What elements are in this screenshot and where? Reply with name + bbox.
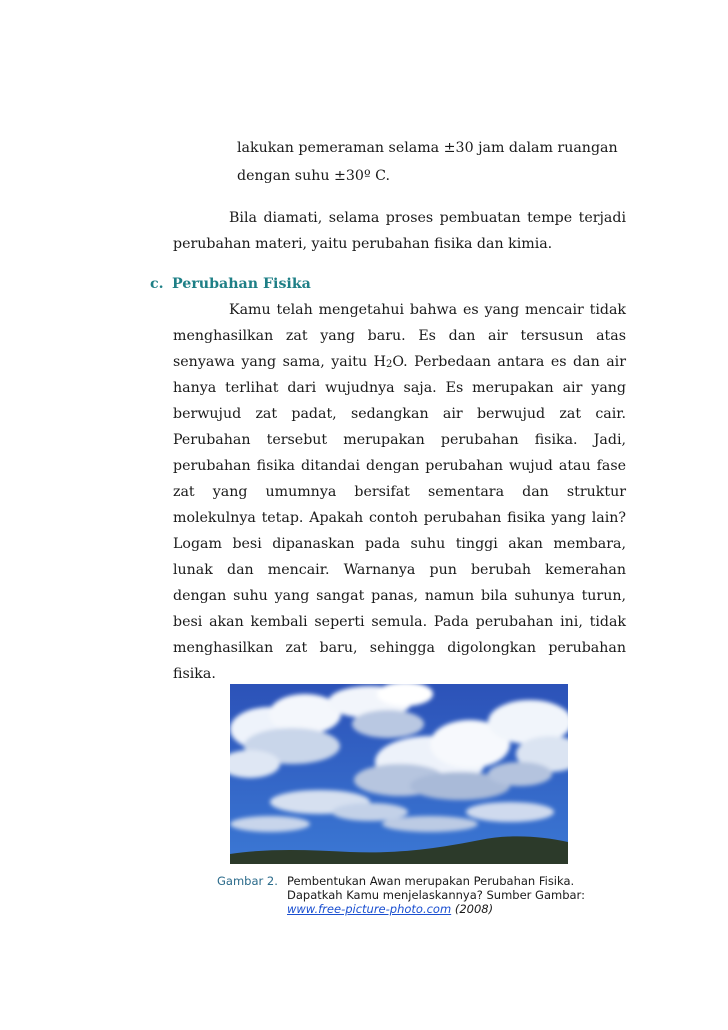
body-line-15: fisika. — [173, 666, 216, 682]
body-line-14: menghasilkan zat baru, sehingga digolongkan perubahan — [173, 640, 626, 656]
body-line-2: menghasilkan zat yang baru. Es dan air tersusun atas — [173, 328, 626, 344]
section-heading — [150, 274, 311, 294]
section-title: Perubahan Fisika — [172, 276, 311, 292]
body-line-7: perubahan fisika ditandai dengan perubahan wujud atau fase — [173, 458, 626, 474]
body-line-1: Kamu telah mengetahui bahwa es yang mencair tidak — [229, 302, 626, 318]
body-line-10: Logam besi dipanaskan pada suhu tinggi akan membara, — [173, 536, 626, 552]
body-line-3-part-a: senyawa yang sama, yaitu H — [173, 354, 386, 370]
caption-line-2: Dapatkah Kamu menjelaskannya? Sumber Gambar: — [287, 888, 585, 902]
body-line-8: zat yang umumnya bersifat sementara dan struktur — [173, 484, 626, 500]
caption-text — [287, 874, 585, 916]
body-line-3-part-b: O. Perbedaan antara es dan air — [392, 354, 627, 370]
body-line-3 — [173, 352, 626, 374]
intro-line-1: lakukan pemeraman selama ±30 jam dalam ruangan — [237, 140, 618, 156]
observation-line-2: perubahan materi, yaitu perubahan fisika dan kimia. — [173, 236, 553, 252]
caption-year: (2008) — [454, 902, 494, 916]
caption-label: Gambar 2. — [217, 874, 278, 888]
cloud-photo-image — [230, 684, 568, 864]
section-label: c. — [150, 276, 164, 292]
body-line-9: molekulnya tetap. Apakah contoh perubahan fisika yang lain? — [173, 510, 626, 526]
body-line-11: lunak dan mencair. Warnanya pun berubah kemerahan — [173, 562, 626, 578]
caption-line-1: Pembentukan Awan merupakan Perubahan Fisika. — [287, 874, 575, 888]
observation-line-1: Bila diamati, selama proses pembuatan tempe terjadi — [229, 210, 626, 226]
caption-line-3 — [287, 902, 585, 916]
body-line-5: berwujud zat padat, sedangkan air berwujud zat cair. — [173, 406, 626, 422]
body-line-6: Perubahan tersebut merupakan perubahan fisika. Jadi, — [173, 432, 626, 448]
intro-line-2: dengan suhu ±30º C. — [237, 168, 390, 184]
source-link[interactable]: www.free-picture-photo.com — [287, 902, 452, 916]
body-line-4: hanya terlihat dari wujudnya saja. Es merupakan air yang — [173, 380, 626, 396]
cloud-photo — [230, 684, 568, 864]
subscript-two: 2 — [385, 359, 393, 370]
body-line-12: dengan suhu yang sangat panas, namun bila suhunya turun, — [173, 588, 626, 604]
body-line-13: besi akan kembali seperti semula. Pada perubahan ini, tidak — [173, 614, 626, 630]
